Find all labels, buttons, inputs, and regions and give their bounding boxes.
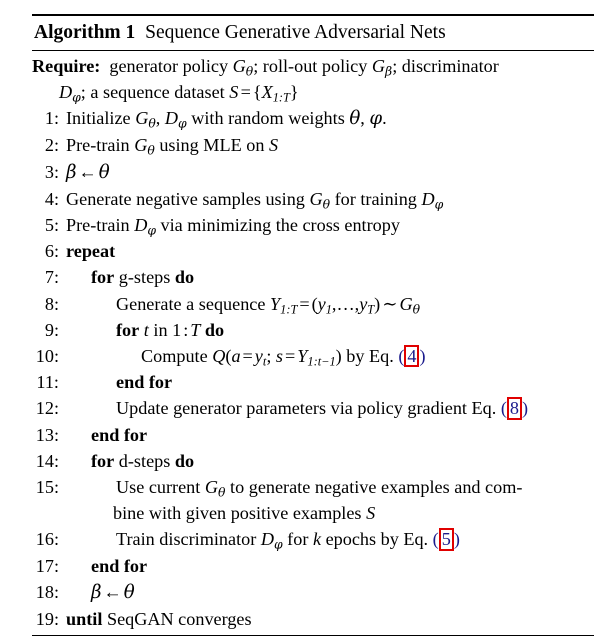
line-number-9: 9: [44,319,59,340]
line-16-text-train: Train discriminator [116,529,257,550]
line-14-body [66,448,594,474]
eqref-number-5[interactable]: 5 [439,528,454,550]
algorithm-title-keyword: Algorithm 1 [34,22,136,43]
eqref-rparen-4: ) [419,345,426,366]
line-15-body [66,474,594,500]
math-eq1-l10: = [242,345,253,366]
line-number-11: 11: [36,372,59,393]
algorithm-title-text: Sequence Generative Adversarial Nets [145,22,446,43]
math-cal-s-l2: S [268,135,279,156]
line-8-body [66,291,594,317]
keyword-do-l7: do [174,267,195,288]
eqref-lparen-4: ( [398,345,405,366]
require-line-2-body [32,79,594,105]
line-10-body [66,343,594,369]
algorithm-line-18 [32,579,594,606]
algorithm-line-6 [32,238,594,264]
algorithm-line-5 [32,212,594,238]
line-19-text: SeqGAN converges [106,608,252,629]
algorithm-line-10 [32,343,594,369]
algorithm-line-16 [32,526,594,552]
line-number-18: 18: [35,581,59,602]
keyword-end-for-l13: end for [91,424,148,445]
equation-reference-4[interactable] [398,346,425,366]
line-number-10: 10: [35,345,59,366]
math-s-l10: s [275,345,283,366]
math-equals-req: = [240,81,251,102]
math-colon-l9: : [183,319,189,340]
math-yt-l8: $y_T$ [359,293,375,316]
require-keyword: Require: [32,55,101,76]
line-15-text-use: Use current [116,476,201,497]
algorithm-line-8 [32,291,594,317]
math-g-theta-l15: $G_\theta$ [204,476,226,500]
math-rbrace-req: } [289,81,299,102]
math-d-phi-l4: $D_\varphi$ [421,188,444,212]
eqref-lparen-8: ( [500,398,507,419]
math-d-phi-l5: $D_\varphi$ [134,214,156,238]
math-t-l9: t [143,319,149,340]
math-Q-l10: Q [212,345,226,366]
line-number-19: 19: [35,608,59,629]
line-number-5: 5: [44,214,59,235]
math-leftarrow-l3: ← [78,161,97,182]
math-rparen-l8: ) [374,293,381,314]
line-1-body [66,105,594,132]
math-a-l10: a [231,345,241,366]
keyword-for-l14: for [91,450,115,471]
math-k-l16: k [312,529,322,550]
math-d-phi-l1: $D_\varphi$ [164,108,187,131]
line-1-text-weights: with random weights [191,108,345,129]
keyword-do-l14: do [174,450,195,471]
math-phi-l1: φ [369,108,383,130]
math-d-phi-req: $D_\varphi$ [59,81,81,105]
line-10-text-compute: Compute [141,345,208,366]
math-semicolon-l10: ; [266,345,272,366]
algorithm-line-7 [32,264,594,290]
math-one-l9: 1 [172,319,182,340]
math-y-1t-l8: $Y_{1:T}$ [270,293,298,316]
math-d-phi-l16: $D_\varphi$ [260,529,283,552]
line-2-text-pretrain: Pre-train [66,135,130,156]
line-2-text-mle: using MLE on [159,135,265,156]
algorithm-line-2 [32,132,594,158]
math-y-1t1-l10: $Y_{1:t-1}$ [297,345,336,369]
line-4-text-training: for training [334,188,417,209]
line-18-body [66,579,594,606]
math-sim-l8: ∼ [382,293,398,314]
keyword-do-l9: do [204,319,225,340]
math-theta-l1: θ [349,108,361,130]
line-4-text-generate: Generate negative samples using [66,188,305,209]
keyword-for-l9: for [116,319,140,340]
math-equals-l8: = [299,293,310,314]
line-1-text-initialize: Initialize [66,108,131,129]
comma2-l8: , [354,293,360,314]
algorithm-line-17 [32,553,594,579]
line-9-body [66,317,594,343]
line-number-14: 14: [35,450,59,471]
equation-reference-5[interactable] [433,529,460,549]
line-number-15: 15: [35,476,59,497]
line-9-text-in: in [153,319,168,340]
keyword-until: until [66,608,103,629]
line-11-body [66,369,594,395]
math-dots-l8: … [336,293,355,314]
line-number-2: 2: [44,135,59,156]
line-5-text-entropy: via minimizing the cross entropy [160,214,400,235]
math-beta-l18: β [91,581,102,603]
line-17-body [66,553,594,579]
math-cal-s-req: S [229,81,239,102]
algorithm-line-15 [32,474,594,500]
line-2-body [66,132,594,158]
math-g-theta-l8: $G_\theta$ [399,293,421,316]
math-g-theta-l2: $G_\theta$ [134,135,155,158]
keyword-end-for-l17: end for [91,555,148,576]
math-yt-l10: $y_t$ [254,345,267,369]
line-10-text-byeq: by Eq. [346,345,394,366]
algorithm-block [32,14,594,636]
line-12-text-update: Update generator parameters via policy gradient Eq. [116,398,497,419]
require-line-1 [32,53,594,79]
math-y1-l8: $y_1$ [317,293,332,316]
math-T-l9: T [190,319,201,340]
require-line2-text: ; a sequence dataset [80,81,230,102]
require-text-1: generator policy [109,55,233,76]
equation-reference-8[interactable] [501,398,528,418]
algorithm-line-4 [32,186,594,212]
line-3-body [66,159,594,186]
math-beta-l3: β [66,161,77,183]
line-7-body [66,264,594,290]
comma-l8: , [331,293,337,314]
math-lparen-l8: ( [311,293,318,314]
algorithm-line-14 [32,448,594,474]
comma-l1: , [155,108,161,129]
line-5-text-pretrain: Pre-train [66,214,130,235]
line-number-6: 6: [44,241,59,262]
math-theta-l18: θ [123,581,135,603]
algorithm-line-3 [32,159,594,186]
math-theta-l3: θ [98,161,110,183]
line-number-7: 7: [44,267,59,288]
algorithm-line-9 [32,317,594,343]
keyword-repeat: repeat [66,241,116,262]
math-g-theta-1: $G_\theta$ [232,55,254,79]
math-g-theta-l4: $G_\theta$ [309,188,331,212]
require-line-1-body [32,53,594,79]
line-6-body [66,238,594,264]
algorithm-line-12 [32,395,594,421]
line-number-13: 13: [35,424,59,445]
algorithm-line-15-continuation [32,500,594,526]
line-number-8: 8: [44,293,59,314]
line-7-text-gsteps: g-steps [118,267,171,288]
math-leftarrow-l18: ← [103,581,122,602]
line-number-3: 3: [44,161,59,182]
line-19-body [66,606,594,632]
eqref-number-8[interactable]: 8 [507,397,522,419]
line-number-1: 1: [44,108,59,129]
period-l1: . [382,108,387,129]
math-lbrace-req: { [252,81,262,102]
math-x-1t: $X_{1:T}$ [261,81,290,105]
comma2-l1: , [360,108,365,129]
line-8-text-generate: Generate a sequence [116,293,266,314]
line-number-17: 17: [35,555,59,576]
math-cal-s-l15: S [366,503,376,524]
keyword-for-l7: for [91,267,115,288]
eqref-rparen-5: ) [453,529,460,550]
algorithm-body [32,51,594,632]
algorithm-title [32,16,594,50]
line-15-cont-body [66,500,594,526]
math-g-beta: $G_\beta$ [371,55,393,79]
math-eq2-l10: = [285,345,296,366]
require-text-2: ; roll-out policy [253,55,372,76]
line-15-cont-text: bine with given positive examples [113,503,362,524]
keyword-end-for-l11: end for [116,372,173,393]
math-g-theta-l1: $G_\theta$ [135,108,156,131]
algorithm-line-11 [32,369,594,395]
eqref-lparen-5: ( [432,529,439,550]
line-number-4: 4: [44,188,59,209]
eqref-number-4[interactable]: 4 [404,345,419,367]
require-line-2 [32,79,594,105]
require-text-3: ; discriminator [392,55,499,76]
line-16-text-epochs: epochs by Eq. [325,529,429,550]
line-15-text-generate: to generate negative examples and com- [230,476,523,497]
line-5-body [66,212,594,238]
line-16-text-for: for [287,529,309,550]
line-4-body [66,186,594,212]
line-12-body [66,395,594,421]
eqref-rparen-8: ) [521,398,529,419]
algorithm-line-13 [32,422,594,448]
math-lparen-l10: ( [225,345,232,366]
algorithm-line-1 [32,105,594,132]
line-16-body [66,526,594,552]
line-number-12: 12: [35,398,59,419]
line-number-16: 16: [35,529,59,550]
math-rparen-l10: ) [335,345,342,366]
algorithm-line-19 [32,606,594,632]
line-13-body [66,422,594,448]
line-14-text-dsteps: d-steps [118,450,171,471]
